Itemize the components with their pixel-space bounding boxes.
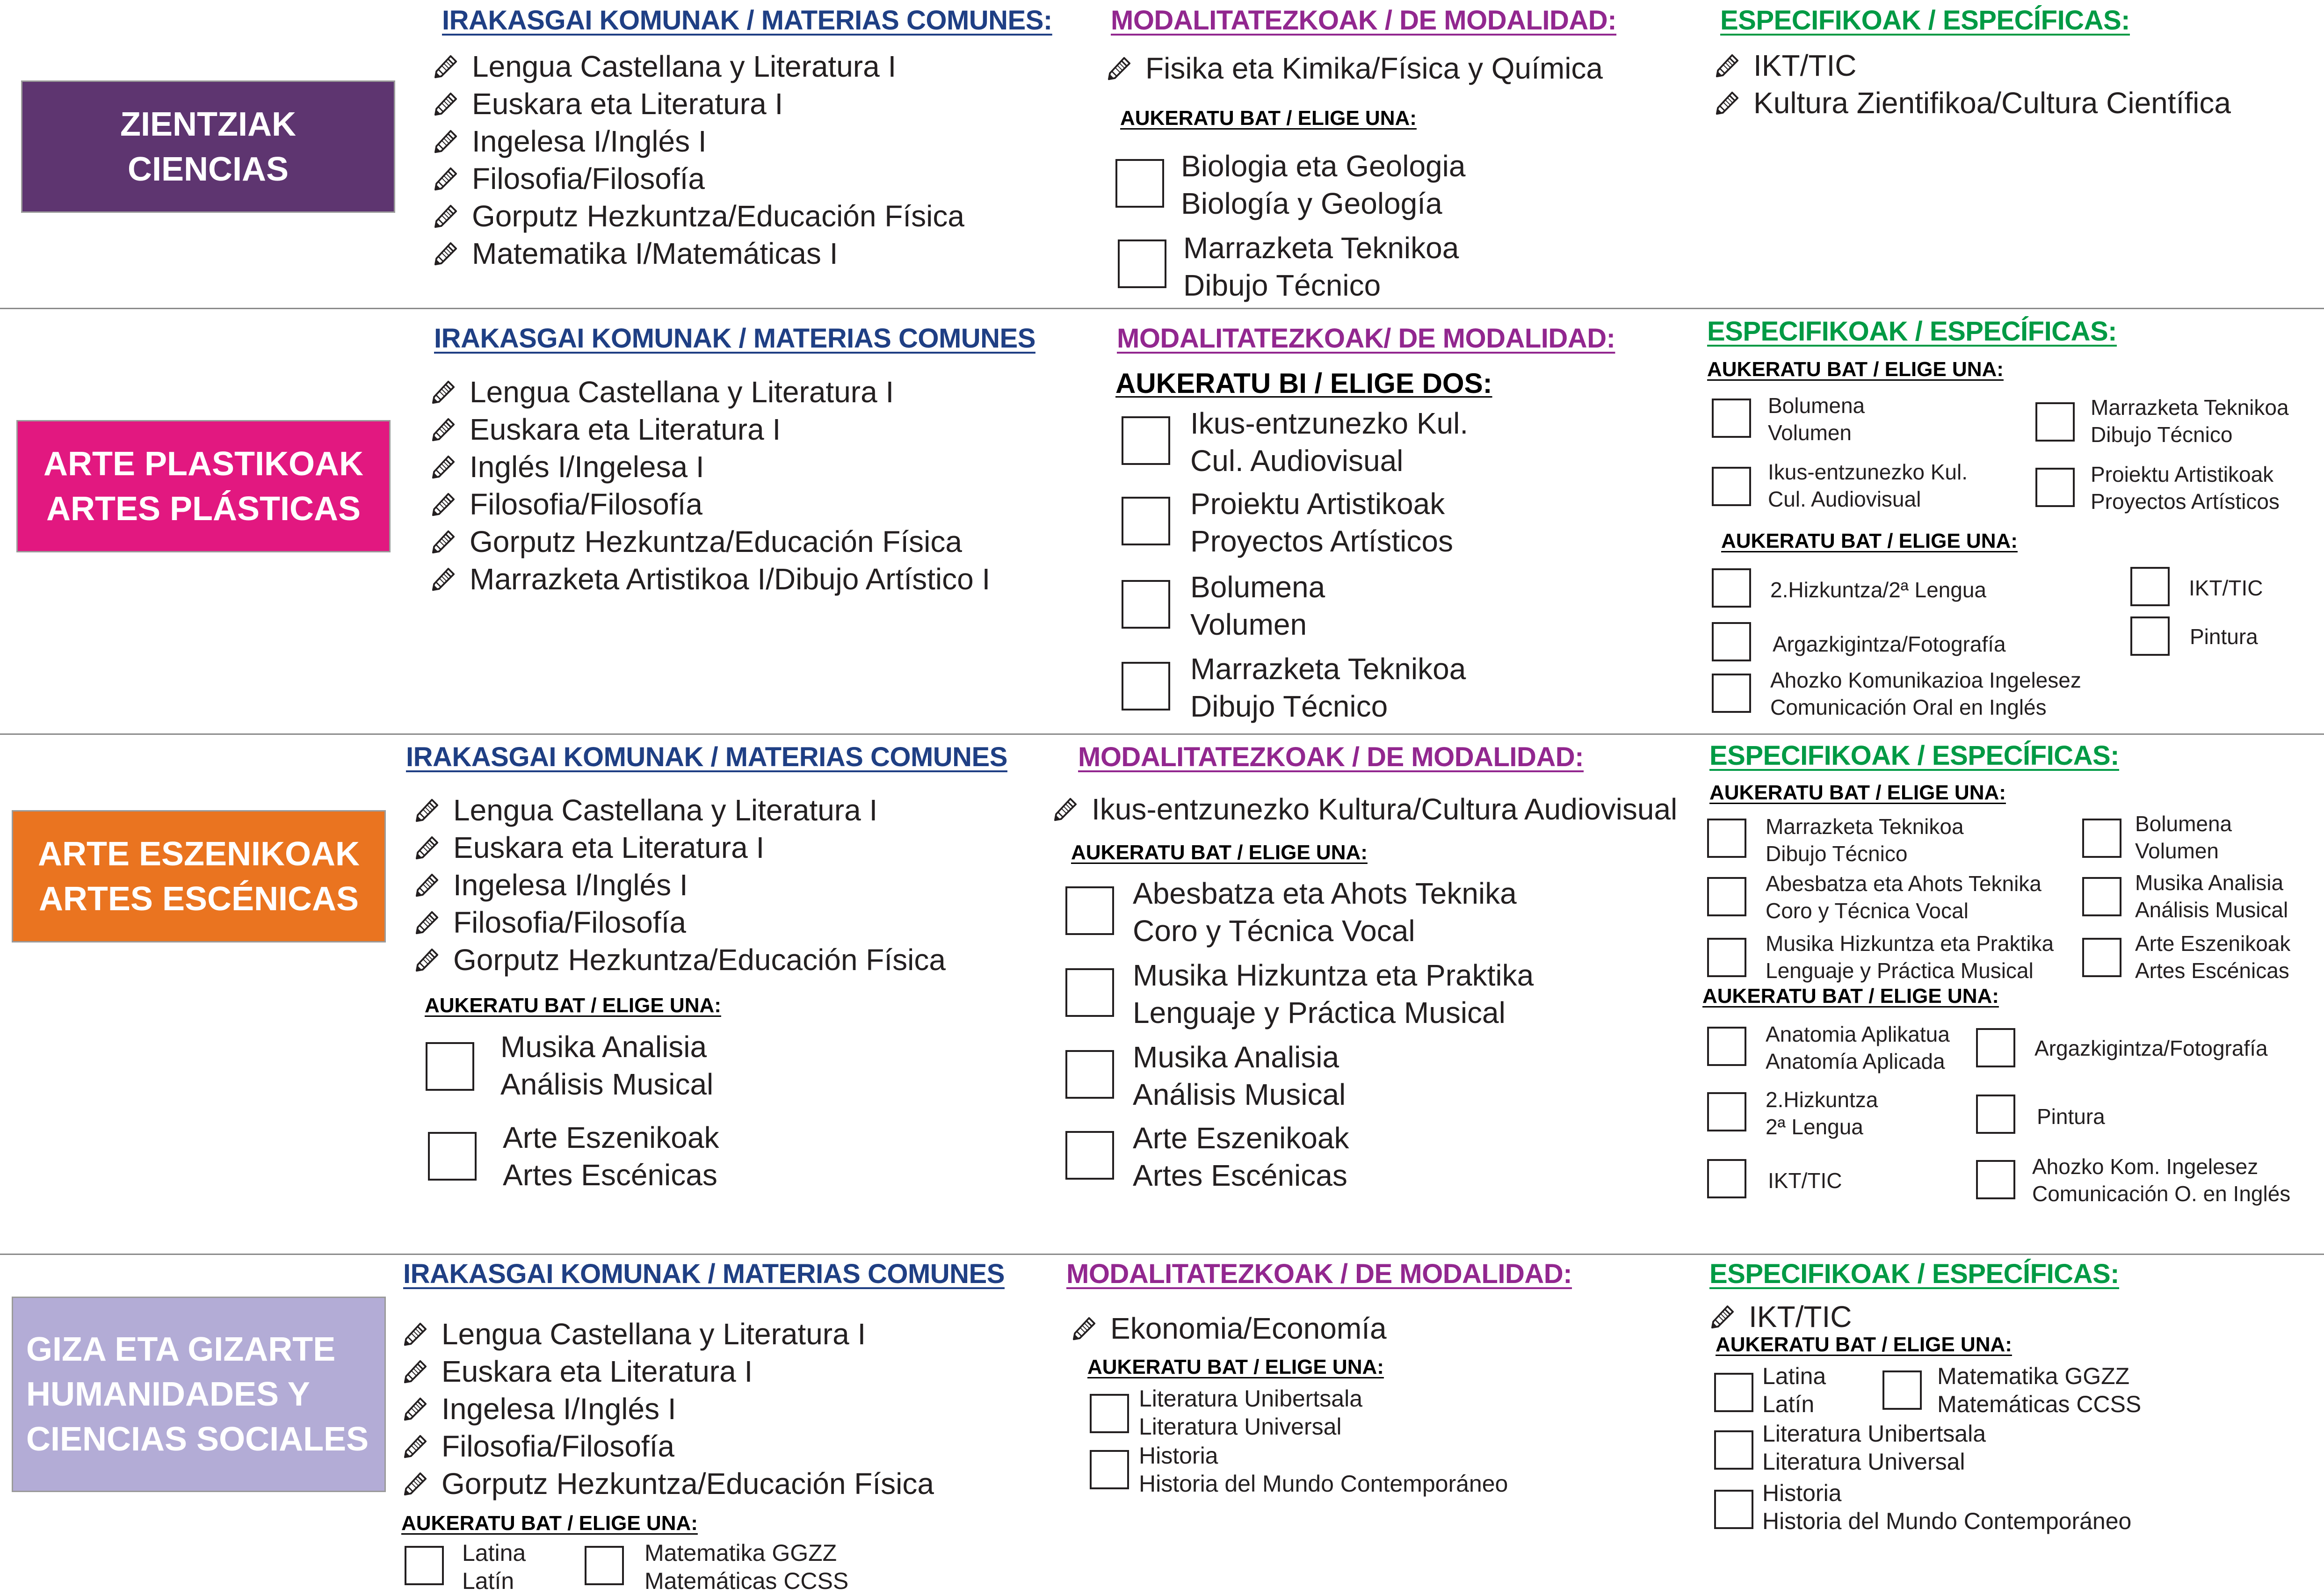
option-checkbox[interactable] xyxy=(1122,416,1170,465)
option-checkbox[interactable] xyxy=(1976,1160,2015,1199)
option-label: Pintura xyxy=(2190,624,2258,649)
specific-fixed-subject xyxy=(1714,84,2231,122)
option-checkbox[interactable] xyxy=(585,1546,624,1585)
option-label: IKT/TIC xyxy=(2189,576,2263,600)
common-subjects-heading: IRAKASGAI KOMUNAK / MATERIAS COMUNES xyxy=(434,323,1035,354)
option-checkbox[interactable] xyxy=(2130,567,2170,606)
badge-line: ARTES ESCÉNICAS xyxy=(38,880,359,918)
subject-label: Marrazketa Artistikoa I/Dibujo Artístico I xyxy=(470,562,991,596)
option-label: Abesbatza eta Ahots Teknika Coro y Técnica Vocal xyxy=(1766,871,2042,923)
pencil-icon xyxy=(430,566,456,592)
common-subjects-heading: IRAKASGAI KOMUNAK / MATERIAS COMUNES xyxy=(403,1259,1005,1289)
choose-one-label: AUKERATU BAT / ELIGE UNA: xyxy=(1120,107,1417,130)
badge-line: ARTE ESZENIKOAK xyxy=(37,835,360,873)
option-label: IKT/TIC xyxy=(1768,1168,1842,1193)
pencil-icon xyxy=(433,91,459,117)
option-label: Anatomia Aplikatua Anatomía Aplicada xyxy=(1766,1022,1950,1073)
pencil-icon xyxy=(1052,796,1079,822)
option-checkbox[interactable] xyxy=(1118,239,1166,288)
common-subject-item xyxy=(414,941,946,979)
badge-humanidades xyxy=(12,1297,386,1492)
option-checkbox[interactable] xyxy=(405,1546,444,1585)
option-checkbox[interactable] xyxy=(428,1132,477,1181)
pencil-icon xyxy=(430,491,456,517)
option-checkbox[interactable] xyxy=(1115,159,1164,208)
option-label: Matematika GGZZ Matemáticas CCSS xyxy=(644,1540,849,1594)
option-checkbox[interactable] xyxy=(426,1042,474,1091)
option-checkbox[interactable] xyxy=(1707,1027,1746,1066)
subject-label: Filosofia/Filosofía xyxy=(442,1429,674,1463)
option-checkbox[interactable] xyxy=(1882,1370,1922,1410)
modality-fixed-subject xyxy=(1052,790,1677,828)
common-subject-item xyxy=(414,791,877,829)
option-label: Argazkigintza/Fotografía xyxy=(1773,632,2006,656)
choose-one-label: AUKERATU BAT / ELIGE UNA: xyxy=(1709,781,2006,804)
option-label: 2.Hizkuntza 2ª Lengua xyxy=(1766,1088,1878,1139)
subject-label: Inglés I/Ingelesa I xyxy=(470,450,704,484)
section-divider xyxy=(0,733,2324,735)
section-divider xyxy=(0,1254,2324,1255)
pencil-icon xyxy=(1106,55,1132,81)
subject-label: Kultura Zientifikoa/Cultura Científica xyxy=(1753,86,2231,120)
specific-fixed-subject xyxy=(1714,47,1856,84)
subject-label: Ingelesa I/Inglés I xyxy=(472,124,707,158)
option-checkbox[interactable] xyxy=(1714,1490,1753,1529)
common-subject-item xyxy=(430,411,781,448)
common-subject-item xyxy=(430,486,702,523)
option-checkbox[interactable] xyxy=(1707,819,1746,858)
option-label: Latina Latín xyxy=(1762,1363,1826,1417)
option-checkbox[interactable] xyxy=(1122,662,1170,710)
specific-heading: ESPECIFIKOAK / ESPECÍFICAS: xyxy=(1709,1259,2119,1289)
option-label: Bolumena Volumen xyxy=(2135,812,2232,863)
option-label: Marrazketa Teknikoa Dibujo Técnico xyxy=(1183,231,1459,302)
common-subject-item xyxy=(430,373,894,411)
pencil-icon xyxy=(414,834,440,861)
option-label: Ahozko Kom. Ingelesez Comunicación O. en Inglés xyxy=(2032,1154,2291,1206)
option-label: Historia Historia del Mundo Contemporáneo xyxy=(1762,1480,2132,1534)
subject-label: Euskara eta Literatura I xyxy=(470,413,781,446)
option-label: Musika Analisia Análisis Musical xyxy=(500,1030,714,1101)
option-checkbox[interactable] xyxy=(1065,1050,1114,1099)
pencil-icon xyxy=(430,454,456,480)
option-checkbox[interactable] xyxy=(1976,1028,2015,1067)
subject-label: Euskara eta Literatura I xyxy=(442,1355,753,1388)
subject-label: Lengua Castellana y Literatura I xyxy=(470,375,894,409)
choose-one-label: AUKERATU BAT / ELIGE UNA: xyxy=(1721,529,2018,552)
modality-heading: MODALITATEZKOAK / DE MODALIDAD: xyxy=(1078,742,1584,772)
option-label: Biologia eta Geologia Biología y Geología xyxy=(1181,149,1466,220)
pencil-icon xyxy=(414,947,440,973)
common-subject-item xyxy=(433,197,964,235)
common-subject-item xyxy=(414,866,688,904)
pencil-icon xyxy=(1071,1315,1097,1341)
subject-label: Ikus-entzunezko Kultura/Cultura Audiovisual xyxy=(1092,792,1678,826)
pencil-icon xyxy=(430,529,456,555)
option-label: Musika Hizkuntza eta Praktika Lenguaje y Práctica Musical xyxy=(1133,958,1534,1030)
option-label: Abesbatza eta Ahots Teknika Coro y Técnica Vocal xyxy=(1133,877,1517,948)
common-subject-item xyxy=(430,448,704,486)
subject-label: Lengua Castellana y Literatura I xyxy=(453,793,878,827)
option-checkbox[interactable] xyxy=(2130,616,2170,656)
option-label: Arte Eszenikoak Artes Escénicas xyxy=(2135,931,2291,983)
common-subject-item xyxy=(402,1428,674,1465)
option-checkbox[interactable] xyxy=(1090,1394,1129,1433)
subject-label: Lengua Castellana y Literatura I xyxy=(442,1317,866,1351)
option-label: Bolumena Volumen xyxy=(1190,570,1325,641)
option-label: Musika Analisia Análisis Musical xyxy=(1133,1040,1346,1111)
subject-label: Filosofia/Filosofía xyxy=(470,487,702,521)
modality-fixed-subject xyxy=(1106,50,1603,87)
pencil-icon xyxy=(402,1396,428,1422)
choose-one-label: AUKERATU BAT / ELIGE UNA: xyxy=(1087,1356,1384,1378)
specific-heading: ESPECIFIKOAK / ESPECÍFICAS: xyxy=(1707,316,2117,347)
common-subjects-heading: IRAKASGAI KOMUNAK / MATERIAS COMUNES xyxy=(406,742,1007,772)
pencil-icon xyxy=(430,416,456,442)
option-checkbox[interactable] xyxy=(1976,1095,2015,1134)
option-label: Argazkigintza/Fotografía xyxy=(2034,1036,2268,1060)
option-label: Historia Historia del Mundo Contemporáneo xyxy=(1139,1443,1508,1497)
option-label: Literatura Unibertsala Literatura Universal xyxy=(1139,1385,1363,1440)
pencil-icon xyxy=(433,203,459,229)
pencil-icon xyxy=(1714,52,1740,79)
option-checkbox[interactable] xyxy=(1714,1373,1753,1412)
option-checkbox[interactable] xyxy=(1712,568,1751,608)
option-checkbox[interactable] xyxy=(1707,877,1746,916)
option-label: Matematika GGZZ Matemáticas CCSS xyxy=(1937,1363,2142,1417)
modality-heading: MODALITATEZKOAK / DE MODALIDAD: xyxy=(1111,5,1617,36)
common-subject-item xyxy=(414,904,686,941)
option-checkbox[interactable] xyxy=(1065,1131,1114,1180)
option-checkbox[interactable] xyxy=(1714,1430,1753,1470)
option-label: 2.Hizkuntza/2ª Lengua xyxy=(1770,578,1986,602)
subject-label: Gorputz Hezkuntza/Educación Física xyxy=(453,943,946,977)
common-subject-item xyxy=(402,1465,934,1502)
option-checkbox[interactable] xyxy=(2082,877,2121,916)
option-checkbox[interactable] xyxy=(1707,1092,1746,1131)
subject-label: Filosofia/Filosofía xyxy=(472,162,705,196)
subject-label: Euskara eta Literatura I xyxy=(453,831,765,864)
subject-label: Matematika I/Matemáticas I xyxy=(472,237,838,270)
subject-label: Gorputz Hezkuntza/Educación Física xyxy=(470,525,962,558)
option-label: Arte Eszenikoak Artes Escénicas xyxy=(1133,1121,1349,1192)
common-subjects-heading: IRAKASGAI KOMUNAK / MATERIAS COMUNES: xyxy=(442,5,1052,36)
specific-heading: ESPECIFIKOAK / ESPECÍFICAS: xyxy=(1720,5,2130,36)
subject-label: IKT/TIC xyxy=(1753,49,1857,82)
pencil-icon xyxy=(402,1433,428,1459)
badge-artes-escenicas xyxy=(12,810,386,942)
badge-line: GIZA ETA GIZARTE xyxy=(26,1331,336,1368)
section-divider xyxy=(0,308,2324,309)
option-checkbox[interactable] xyxy=(1712,674,1751,713)
common-subject-item xyxy=(430,560,990,598)
modality-fixed-subject xyxy=(1071,1310,1387,1347)
option-checkbox[interactable] xyxy=(1712,399,1751,438)
option-label: Ikus-entzunezko Kul. Cul. Audiovisual xyxy=(1190,406,1469,478)
subject-label: Fisika eta Kimika/Física y Química xyxy=(1145,51,1603,85)
option-label: Proiektu Artistikoak Proyectos Artísticos xyxy=(1190,487,1453,558)
common-subject-item xyxy=(402,1353,753,1390)
option-checkbox[interactable] xyxy=(1065,968,1114,1017)
subject-label: Ingelesa I/Inglés I xyxy=(442,1392,676,1426)
choose-one-label: AUKERATU BAT / ELIGE UNA: xyxy=(1707,358,2004,381)
subject-label: Gorputz Hezkuntza/Educación Física xyxy=(472,199,964,233)
pencil-icon xyxy=(402,1471,428,1497)
pencil-icon xyxy=(433,166,459,192)
common-subject-item xyxy=(402,1390,676,1428)
common-subject-item xyxy=(414,829,764,866)
badge-line: CIENCIAS xyxy=(127,150,289,188)
option-label: Marrazketa Teknikoa Dibujo Técnico xyxy=(2091,395,2289,447)
option-checkbox[interactable] xyxy=(1712,622,1751,661)
choose-one-label: AUKERATU BAT / ELIGE UNA: xyxy=(1702,985,1999,1008)
option-label: Bolumena Volumen xyxy=(1768,393,1865,445)
pencil-icon xyxy=(402,1321,428,1347)
subject-label: Euskara eta Literatura I xyxy=(472,87,783,121)
option-checkbox[interactable] xyxy=(1712,467,1751,506)
pencil-icon xyxy=(402,1358,428,1385)
pencil-icon xyxy=(433,128,459,154)
option-checkbox[interactable] xyxy=(2082,819,2121,858)
pencil-icon xyxy=(414,797,440,823)
specific-heading: ESPECIFIKOAK / ESPECÍFICAS: xyxy=(1709,740,2119,771)
common-subject-item xyxy=(433,85,783,123)
option-checkbox[interactable] xyxy=(2035,468,2075,507)
option-label: Arte Eszenikoak Artes Escénicas xyxy=(503,1121,719,1192)
badge-ciencias xyxy=(21,80,395,213)
badge-line: HUMANIDADES Y xyxy=(26,1376,310,1413)
choose-one-label: AUKERATU BAT / ELIGE UNA: xyxy=(1716,1333,2012,1356)
option-label: Marrazketa Teknikoa Dibujo Técnico xyxy=(1766,814,1964,866)
option-label: Ahozko Komunikazioa Ingelesez Comunicación Oral en Inglés xyxy=(1770,668,2081,719)
option-checkbox[interactable] xyxy=(1122,580,1170,629)
option-checkbox[interactable] xyxy=(1707,1159,1746,1198)
choose-one-label: AUKERATU BAT / ELIGE UNA: xyxy=(1071,841,1368,864)
common-subject-item xyxy=(433,123,707,160)
choose-one-label: AUKERATU BAT / ELIGE UNA: xyxy=(425,994,721,1017)
subject-label: Ingelesa I/Inglés I xyxy=(453,868,688,902)
option-checkbox[interactable] xyxy=(1707,938,1746,977)
option-label: Musika Hizkuntza eta Praktika Lenguaje y Práctica Musical xyxy=(1766,931,2054,983)
subject-label: IKT/TIC xyxy=(1749,1300,1852,1334)
pencil-icon xyxy=(433,240,459,267)
choose-one-label: AUKERATU BAT / ELIGE UNA: xyxy=(401,1512,698,1535)
modality-heading: MODALITATEZKOAK / DE MODALIDAD: xyxy=(1066,1259,1572,1289)
option-checkbox[interactable] xyxy=(2082,938,2121,977)
badge-artes-plasticas xyxy=(16,420,391,552)
specific-fixed-subject xyxy=(1709,1298,1852,1335)
pencil-icon xyxy=(414,909,440,935)
option-label: Pintura xyxy=(2037,1104,2105,1129)
pencil-icon xyxy=(1714,90,1740,116)
option-label: Musika Analisia Análisis Musical xyxy=(2135,870,2288,922)
badge-line: CIENCIAS SOCIALES xyxy=(26,1421,369,1458)
pencil-icon xyxy=(430,379,456,405)
badge-line: ARTES PLÁSTICAS xyxy=(46,490,361,528)
option-checkbox[interactable] xyxy=(2035,402,2075,442)
option-label: Marrazketa Teknikoa Dibujo Técnico xyxy=(1190,652,1466,723)
option-label: Ikus-entzunezko Kul. Cul. Audiovisual xyxy=(1768,460,1968,511)
common-subject-item xyxy=(430,523,962,560)
pencil-icon xyxy=(1709,1304,1736,1330)
common-subject-item xyxy=(433,160,705,197)
pencil-icon xyxy=(414,872,440,898)
subject-label: Gorputz Hezkuntza/Educación Física xyxy=(442,1467,934,1501)
option-checkbox[interactable] xyxy=(1065,886,1114,935)
modality-heading: MODALITATEZKOAK/ DE MODALIDAD: xyxy=(1117,323,1615,354)
option-checkbox[interactable] xyxy=(1090,1450,1129,1489)
badge-line: ZIENTZIAK xyxy=(120,105,296,143)
subject-label: Lengua Castellana y Literatura I xyxy=(472,50,897,83)
pencil-icon xyxy=(433,53,459,80)
badge-line: ARTE PLASTIKOAK xyxy=(43,445,363,483)
common-subject-item xyxy=(402,1315,866,1353)
subject-label: Ekonomia/Economía xyxy=(1110,1312,1387,1345)
subject-label: Filosofia/Filosofía xyxy=(453,906,686,939)
option-label: Latina Latín xyxy=(462,1540,526,1594)
common-subject-item xyxy=(433,48,896,85)
option-checkbox[interactable] xyxy=(1122,497,1170,545)
option-label: Literatura Unibertsala Literatura Universal xyxy=(1762,1421,1986,1475)
option-label: Proiektu Artistikoak Proyectos Artísticos xyxy=(2091,462,2280,514)
choose-two-label: AUKERATU BI / ELIGE DOS: xyxy=(1115,368,1492,399)
common-subject-item xyxy=(433,235,838,272)
